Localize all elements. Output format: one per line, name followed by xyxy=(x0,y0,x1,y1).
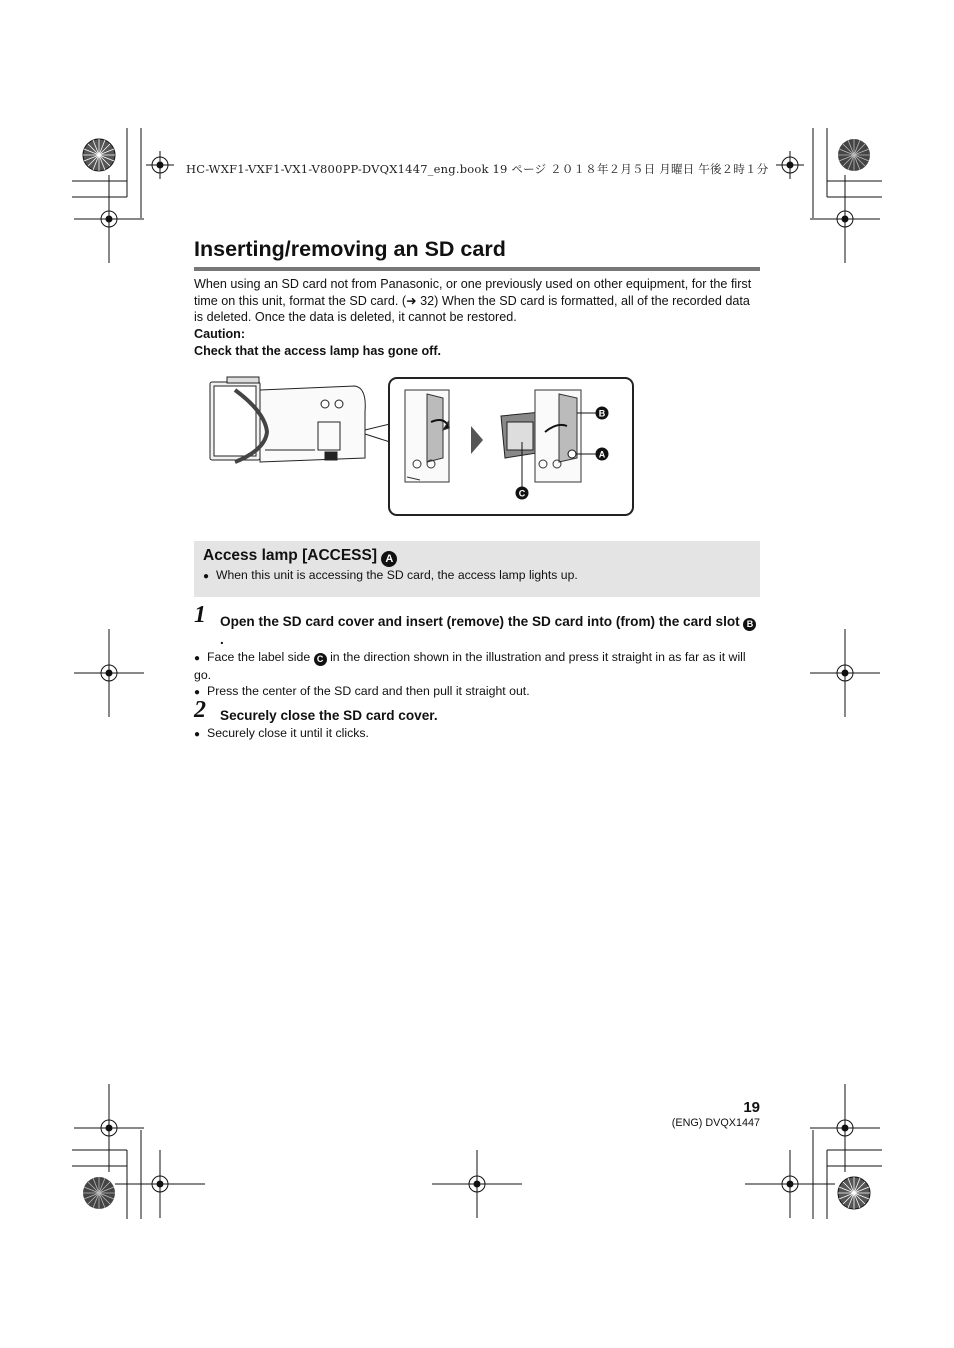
step-2-number: 2 xyxy=(194,697,206,723)
bullet-icon: ● xyxy=(194,729,201,740)
step-1-number: 1 xyxy=(194,602,206,628)
label-marker-c xyxy=(516,487,529,500)
bullet-text-before: Face the label side xyxy=(207,650,311,664)
label-c-text: C xyxy=(518,488,526,499)
step-1-bullet-1 xyxy=(194,649,760,684)
intro-paragraph: When using an SD card not from Panasonic, or one previously used on other equipment, for the first time on this unit, format the SD card. (➜ 32) When the SD card is formatted, all of the recorded data is deleted. Once the data is deleted, it cannot be restored. xyxy=(194,277,752,325)
sd-card-illustration xyxy=(205,372,637,520)
access-lamp-title xyxy=(203,547,397,567)
caution-label: Caution: xyxy=(194,327,246,341)
page-number: 19 xyxy=(743,1099,760,1116)
label-b-text: B xyxy=(598,408,606,419)
camcorder-drawing xyxy=(210,377,365,462)
label-a-text: A xyxy=(598,449,606,460)
step-1-text-content: Open the SD card cover and insert (remove) the SD card into (from) the card slot xyxy=(220,614,740,629)
step-1-text: Open the SD card cover and insert (remove) the SD card into (from) the card slot B. xyxy=(220,613,760,649)
access-lamp-title-text: Access lamp [ACCESS] xyxy=(203,547,378,564)
access-lamp-box xyxy=(194,541,760,597)
access-lamp-note xyxy=(203,568,578,582)
caution-text: Check that the access lamp has gone off. xyxy=(194,344,442,358)
label-marker-a xyxy=(596,448,609,461)
print-file-header: HC-WXF1-VXF1-VX1-V800PP-DVQX1447_eng.book 19 ページ ２０１８年２月５日 月曜日 午後２時１分 xyxy=(186,162,769,176)
marker-b-icon: B xyxy=(743,618,756,631)
bullet-text: Securely close it until it clicks. xyxy=(207,726,369,740)
label-marker-b xyxy=(596,407,609,420)
step-2-bullet-1 xyxy=(194,725,760,743)
marker-a-icon: A xyxy=(381,551,397,567)
step-2-text: Securely close the SD card cover. xyxy=(220,708,438,723)
bullet-text: Press the center of the SD card and then pull it straight out. xyxy=(207,684,530,698)
bullet-text-after: in the direction shown in the illustration and press it straight in as far as it will go. xyxy=(194,650,746,682)
document-code: (ENG) DVQX1447 xyxy=(671,1117,760,1129)
title-underline xyxy=(194,267,760,271)
bullet-icon: ● xyxy=(194,653,201,664)
page-title: Inserting/removing an SD card xyxy=(194,237,506,261)
marker-c-icon: C xyxy=(314,653,327,666)
bullet-icon: ● xyxy=(194,687,201,698)
bullet-icon: ● xyxy=(203,571,210,582)
access-lamp-note-text: When this unit is accessing the SD card, the access lamp lights up. xyxy=(216,568,578,582)
step-1-bullet-2 xyxy=(194,683,760,701)
